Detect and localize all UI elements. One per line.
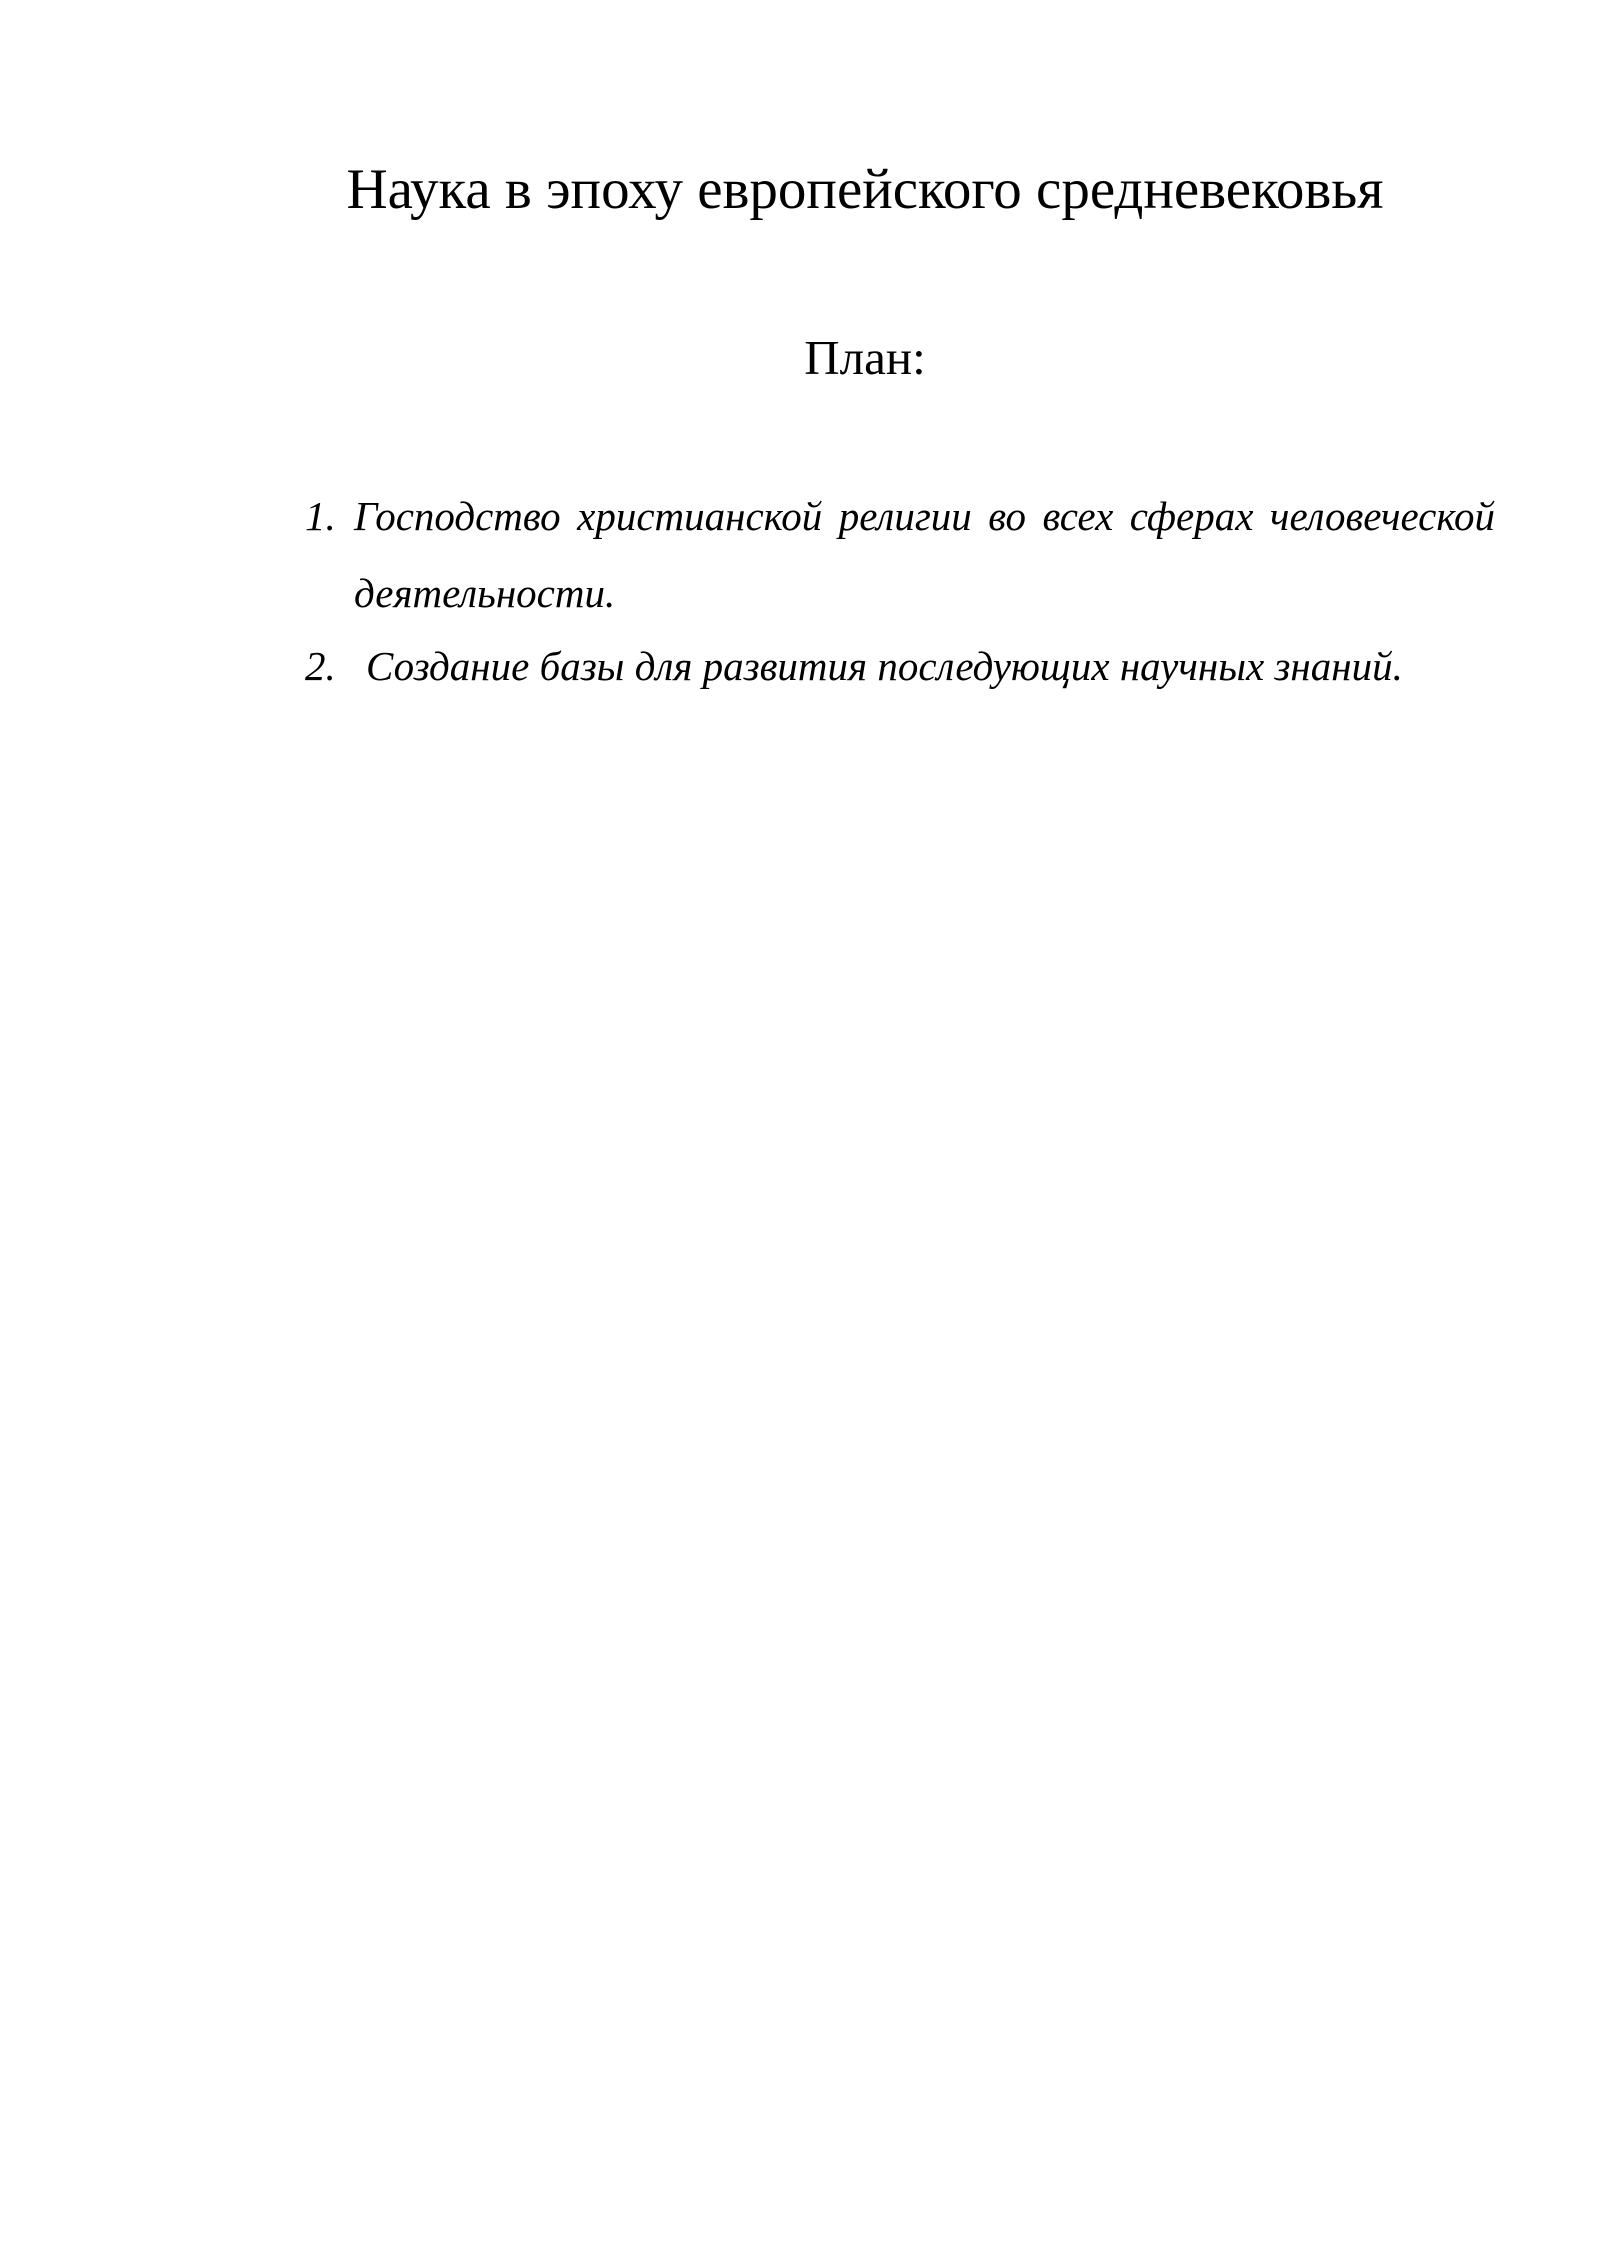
- plan-item-text: Создание базы для развития последующих научных знаний.: [366, 643, 1403, 689]
- plan-heading: План:: [804, 330, 926, 385]
- document-title: Наука в эпоху европейского средневековья: [346, 158, 1384, 221]
- plan-item-text: Господство христианской религии во всех сферах человеческой деятельности.: [354, 493, 1495, 616]
- plan-item-number: 2.: [305, 643, 336, 689]
- plan-item-number: 1.: [305, 493, 336, 539]
